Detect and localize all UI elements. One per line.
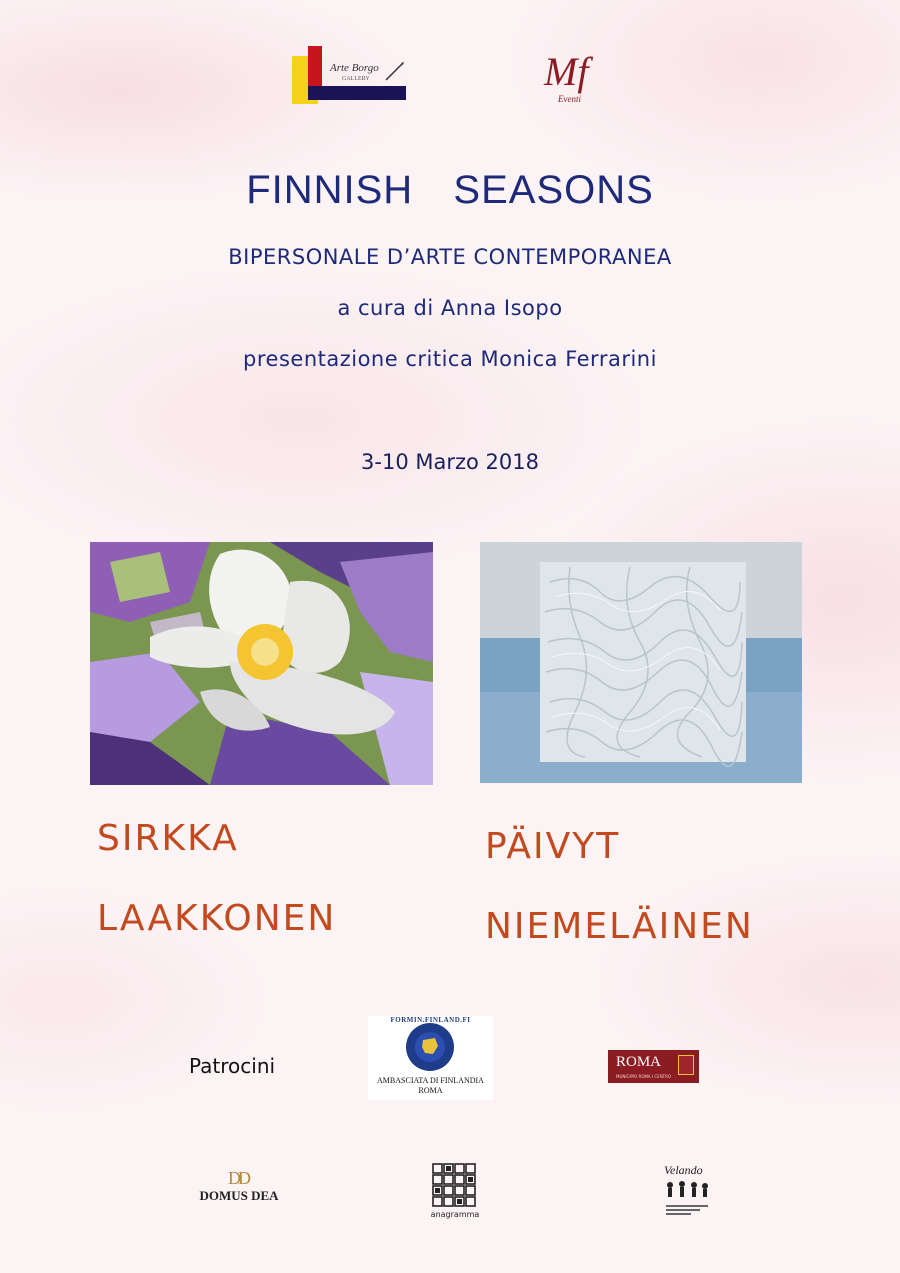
exhibition-subtitle: BIPERSONALE D’ARTE CONTEMPORANEA	[228, 245, 672, 269]
arte-borgo-gallery-logo	[292, 46, 410, 106]
painting-white-flower	[90, 542, 433, 785]
mf-sub: Eventi	[558, 94, 581, 104]
domus-dea-name: DOMUS DEA	[199, 1188, 279, 1203]
artist-1-first-name: SIRKKA	[97, 818, 239, 859]
artist-2-first-name: PÄIVYT	[485, 826, 621, 867]
artist-2-last-name: NIEMELÄINEN	[485, 906, 754, 947]
embassy-city: ROMA	[418, 1086, 443, 1095]
anagramma-name: anagramma	[430, 1210, 480, 1219]
velando-figures-icon	[664, 1179, 710, 1199]
painting-textured-blue	[480, 542, 802, 783]
embassy-ring-text: FORMIN.FINLAND.FI	[390, 1016, 471, 1024]
paintbrush-icon	[384, 60, 406, 82]
artist-1-last-name: LAAKKONEN	[97, 898, 337, 939]
exhibition-title: FINNISH SEASONS	[246, 168, 654, 212]
gallery-name: Arte Borgo	[330, 62, 379, 74]
anagramma-grid-icon	[432, 1163, 478, 1209]
finland-embassy-logo	[368, 1016, 493, 1100]
roma-crest-icon	[678, 1055, 694, 1075]
critic-line: presentazione critica Monica Ferrarini	[243, 347, 657, 371]
anagramma-logo	[430, 1163, 480, 1221]
curator-line: a cura di Anna Isopo	[337, 296, 563, 320]
domus-dea-logo	[190, 1168, 288, 1208]
velando-address-lines	[666, 1203, 708, 1217]
patrocini-label: Patrocini	[189, 1054, 276, 1078]
velando-logo	[662, 1163, 714, 1223]
embassy-name: AMBASCIATA DI FINLANDIA	[377, 1076, 484, 1085]
mf-eventi-logo	[540, 48, 612, 110]
roma-label: ROMA	[616, 1054, 662, 1070]
mf-mark: Mf	[544, 49, 589, 94]
finland-lion-emblem-icon	[405, 1022, 455, 1072]
roma-municipio-logo	[608, 1050, 699, 1083]
domus-dea-monogram: DD	[228, 1168, 248, 1188]
roma-sub: MUNICIPIO ROMA I CENTRO	[616, 1074, 672, 1079]
gallery-sub: GALLERY	[342, 76, 370, 82]
exhibition-dates: 3-10 Marzo 2018	[361, 450, 539, 474]
velando-name: Velando	[664, 1163, 703, 1177]
